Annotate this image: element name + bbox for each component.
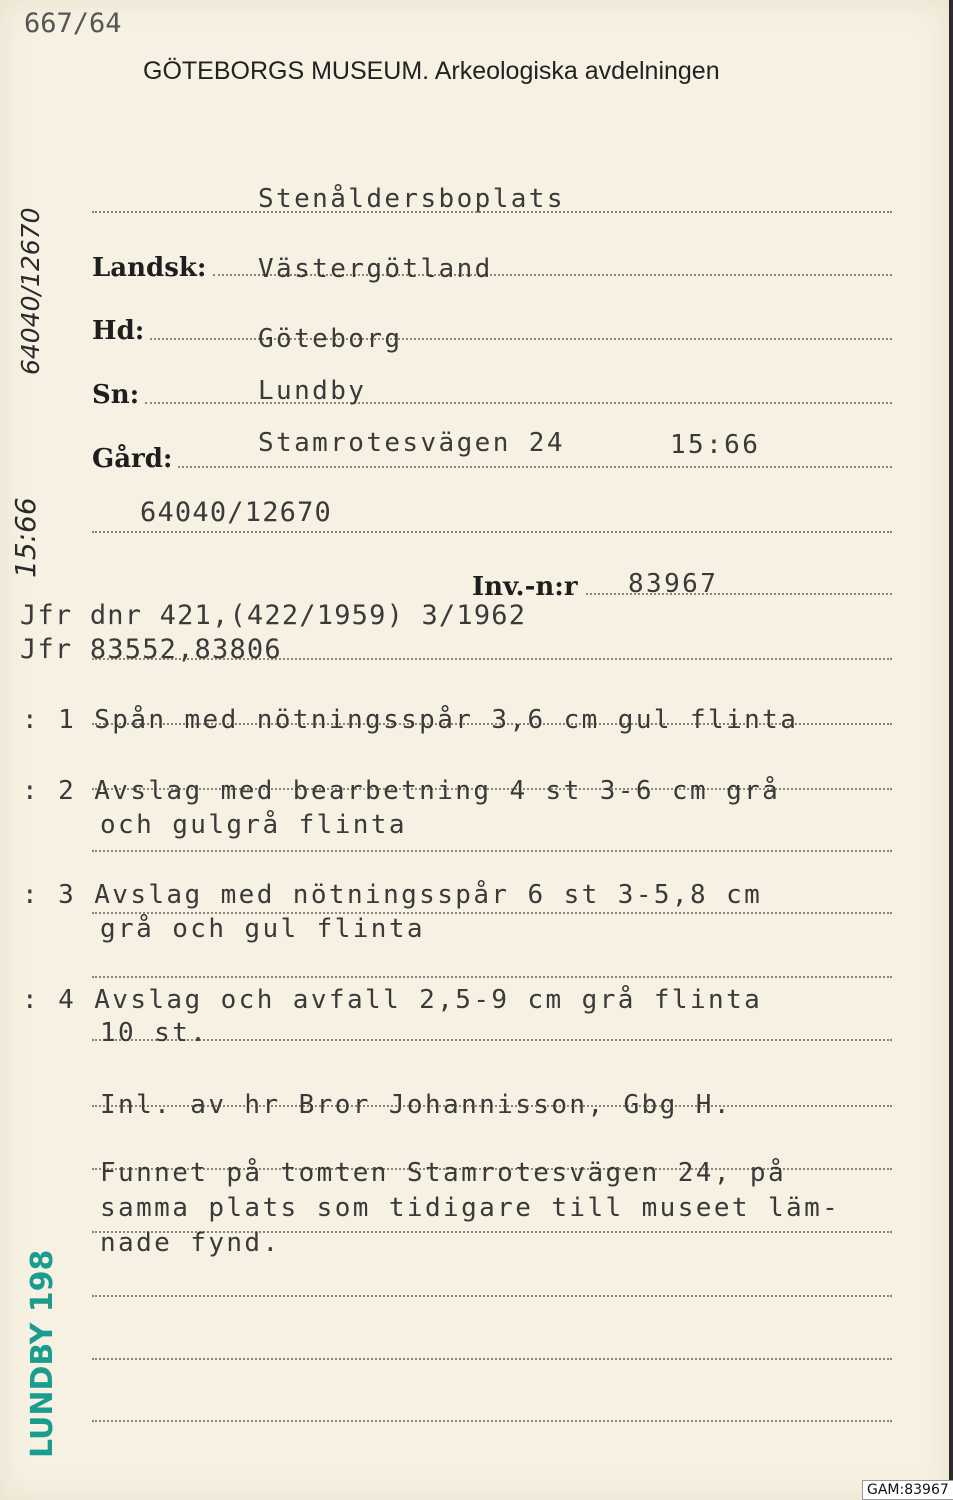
museum-header: GÖTEBORGS MUSEUM. Arkeologiska avdelningen — [143, 57, 720, 85]
item-1: : 1 Spån med nötningsspår 3,6 cm gul flinta — [22, 705, 799, 735]
reference-numbers: Jfr 83552,83806 — [20, 634, 282, 665]
item-4-line1: : 4 Avslag och avfall 2,5-9 cm grå flinta — [22, 985, 763, 1015]
landsk-value: Västergötland — [258, 254, 493, 284]
margin-gard-number: 15:66 — [9, 497, 42, 578]
item-3-line-b — [92, 976, 892, 978]
submitted-by: Inl. av hr Bror Johannisson, Gbg H. — [100, 1090, 732, 1120]
inventory-number: 83967 — [628, 569, 719, 599]
margin-site-name: LUNDBY 198 — [25, 1249, 60, 1458]
notes-line-4 — [92, 1358, 892, 1360]
gard-label: Gård: — [92, 444, 173, 474]
item-2-line-b — [92, 850, 892, 852]
notes-line2: samma plats som tidigare till museet läm- — [100, 1193, 841, 1223]
map-ref: 64040/12670 — [140, 497, 333, 528]
notes-line-3 — [92, 1295, 892, 1297]
margin-map-ref: 64040/12670 — [16, 207, 45, 375]
image-id-badge: GAM:83967 — [862, 1480, 953, 1500]
gard-line — [178, 466, 892, 468]
sn-value: Lundby — [258, 376, 367, 406]
item-4-line2: 10 st. — [100, 1018, 209, 1048]
hd-label: Hd: — [92, 316, 145, 346]
hd-value: Göteborg — [258, 324, 403, 354]
item-4-line-a — [92, 1039, 892, 1041]
map-ref-line — [92, 531, 892, 533]
gard-number: 15:66 — [670, 430, 761, 460]
item-3-line1: : 3 Avslag med nötningsspår 6 st 3-5,8 cm — [22, 880, 763, 910]
item-3-line2: grå och gul flinta — [100, 914, 425, 944]
reference-dnr: Jfr dnr 421,(422/1959) 3/1962 — [20, 600, 527, 631]
catalog-number: 667/64 — [24, 8, 122, 39]
sn-label: Sn: — [92, 380, 140, 410]
inventory-label: Inv.-n:r — [472, 572, 578, 602]
notes-line-5 — [92, 1420, 892, 1422]
card-edge — [949, 0, 953, 1500]
item-2-line1: : 2 Avslag med bearbetning 4 st 3-6 cm grå — [22, 776, 781, 806]
notes-line3: nade fynd. — [100, 1228, 281, 1258]
notes-line1: Funnet på tomten Stamrotesvägen 24, på — [100, 1158, 787, 1188]
gard-value: Stamrotesvägen 24 — [258, 428, 565, 458]
landsk-label: Landsk: — [92, 253, 207, 283]
site-type: Stenåldersboplats — [258, 184, 565, 214]
item-2-line2: och gulgrå flinta — [100, 810, 407, 840]
